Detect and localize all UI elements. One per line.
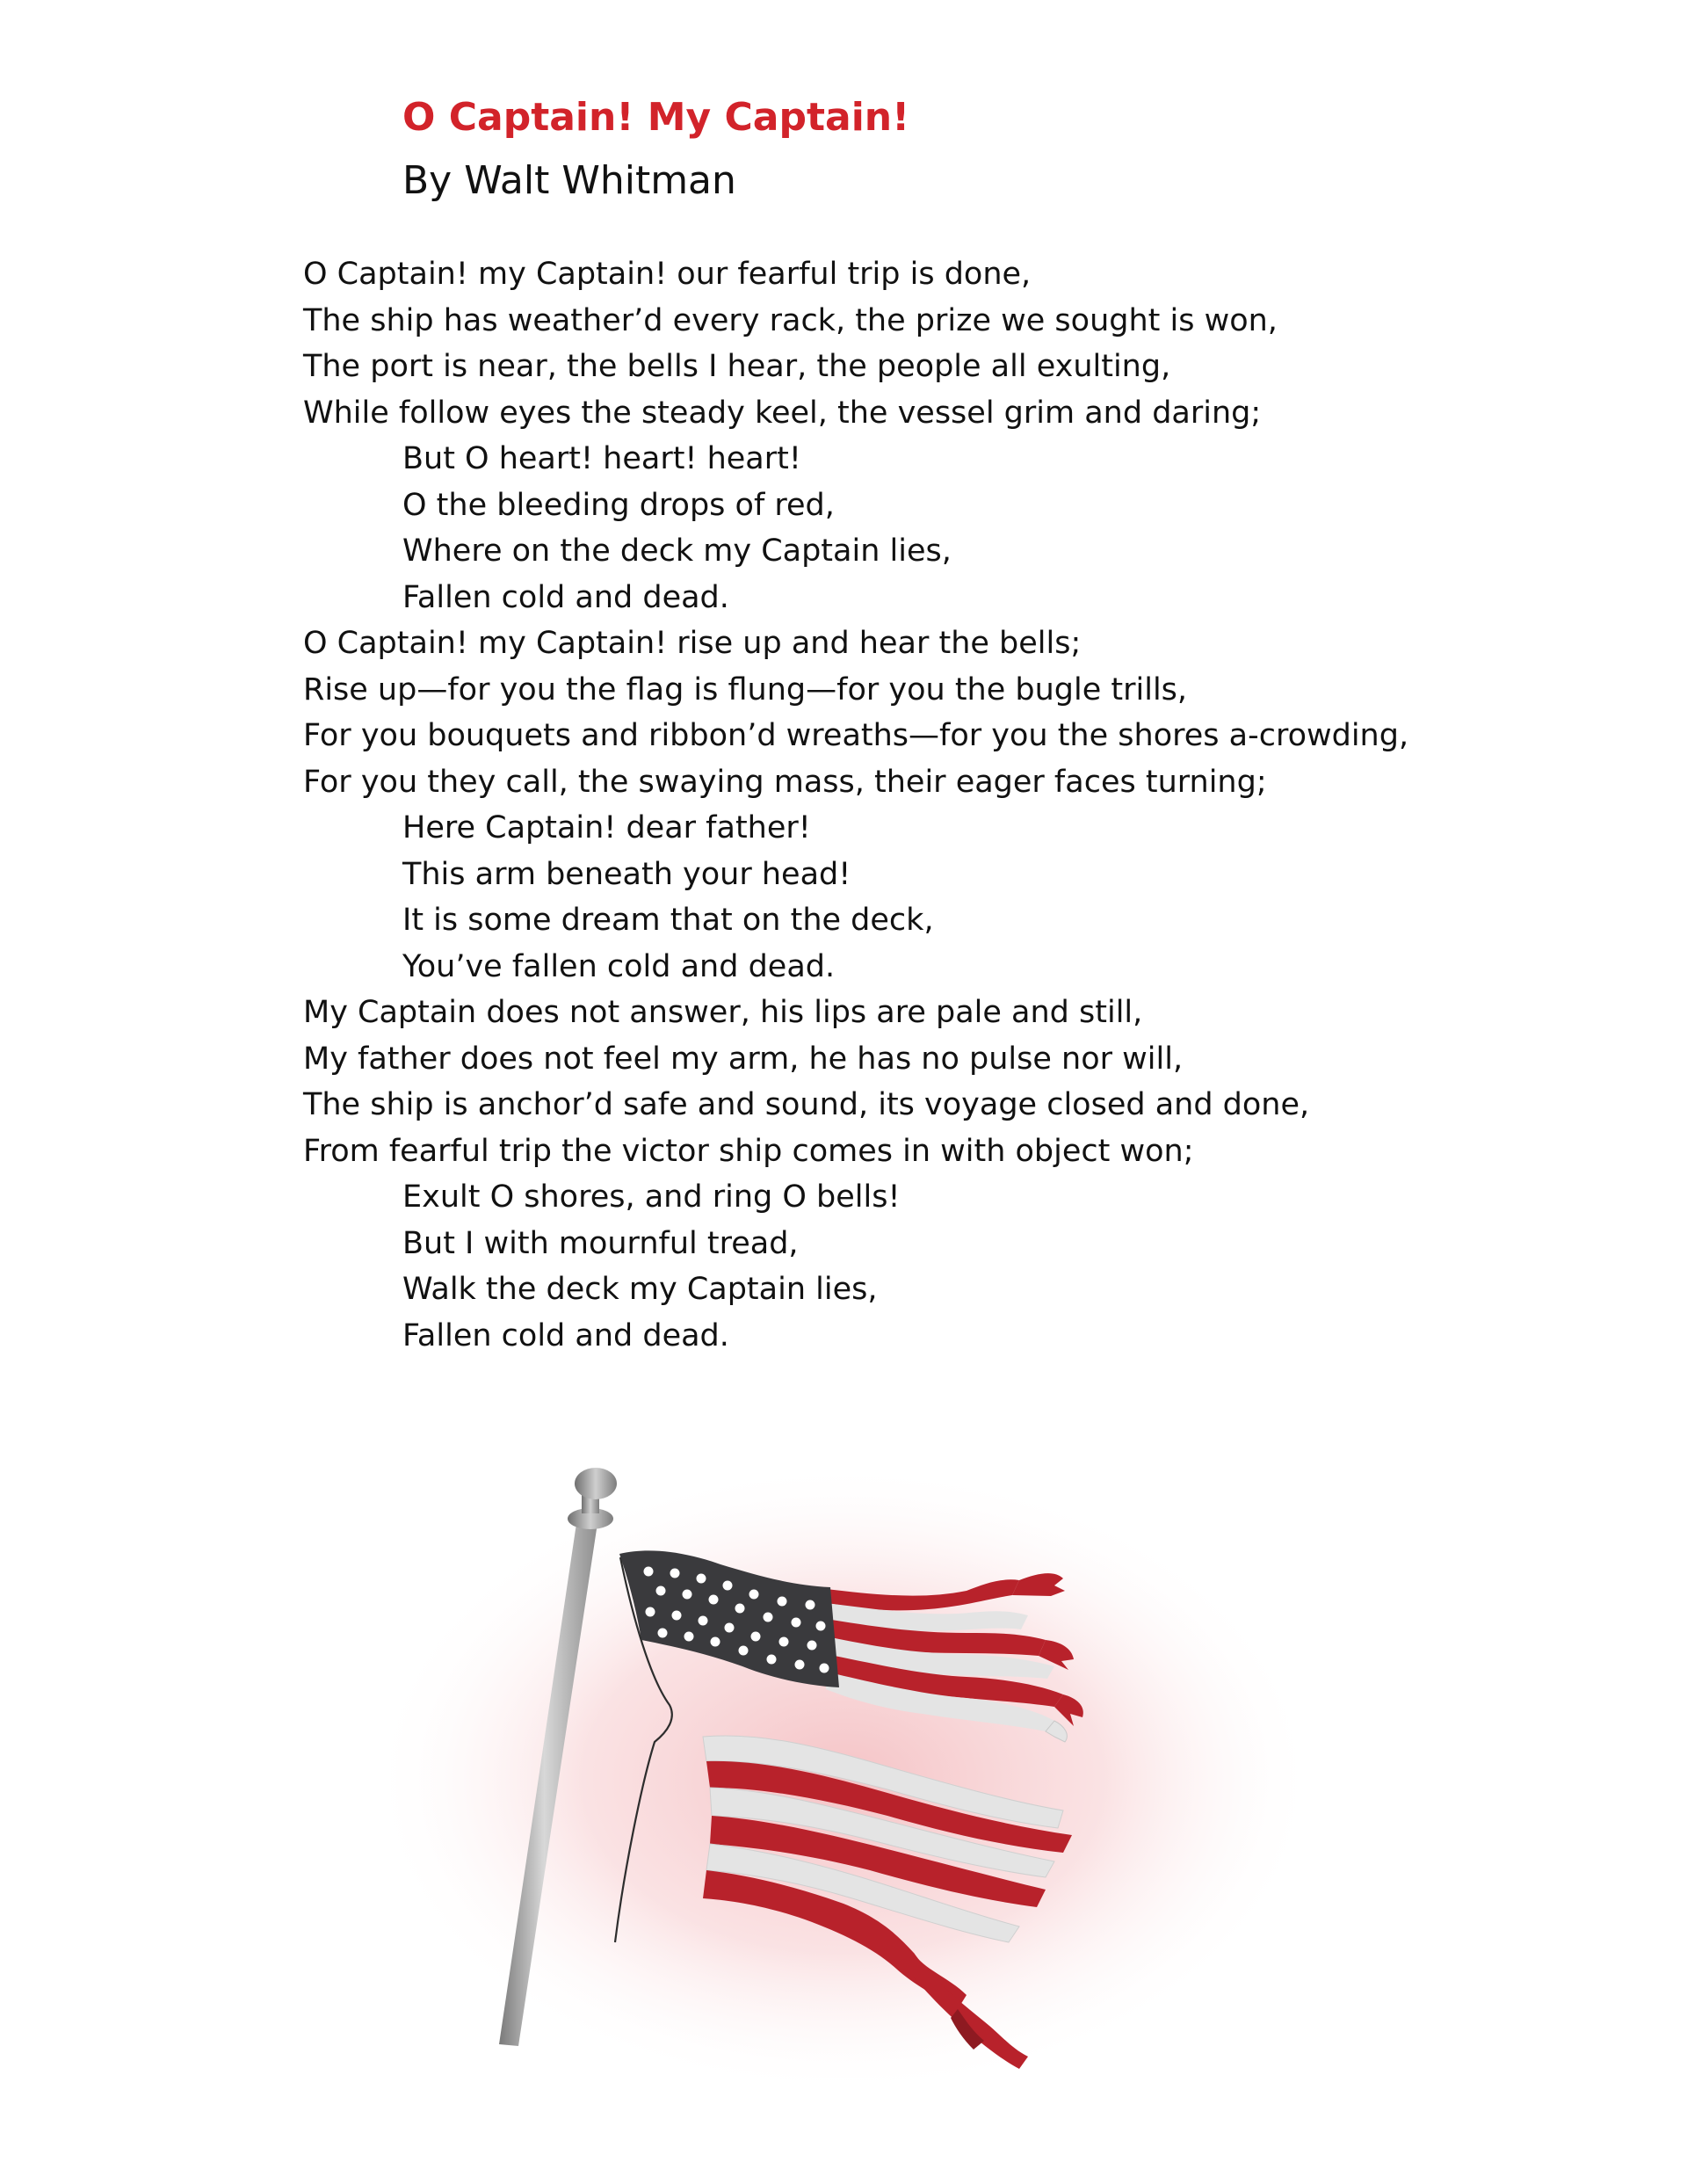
poem-line: Exult O shores, and ring O bells!	[402, 1179, 901, 1215]
poem-line: You’ve fallen cold and dead.	[402, 948, 836, 984]
poem-line: Rise up—for you the flag is flung—for you the bugle trills,	[303, 671, 1188, 707]
poem-author: By Walt Whitman	[402, 158, 736, 203]
poem-line: But I with mournful tread,	[402, 1225, 799, 1261]
poem-line: Fallen cold and dead.	[402, 1317, 729, 1353]
poem-line: But O heart! heart! heart!	[402, 441, 801, 476]
poem-line: It is some dream that on the deck,	[402, 903, 934, 938]
poem-body	[303, 251, 1445, 1359]
poem-line: O Captain! my Captain! rise up and hear the bells;	[303, 626, 1082, 661]
poem-line: My Captain does not answer, his lips are pale and still,	[303, 995, 1143, 1030]
poem-line: Here Captain! dear father!	[402, 810, 811, 845]
poem-line: While follow eyes the steady keel, the vessel grim and daring;	[303, 395, 1262, 431]
poem-line: O Captain! my Captain! our fearful trip is done,	[303, 257, 1032, 292]
poem-line: Where on the deck my Captain lies,	[402, 533, 952, 569]
poem-line: Walk the deck my Captain lies,	[402, 1272, 878, 1307]
pole-finial-ball	[575, 1468, 617, 1499]
poem-line: The ship has weather’d every rack, the prize we sought is won,	[303, 302, 1278, 338]
poem-line: For you they call, the swaying mass, their eager faces turning;	[303, 764, 1267, 800]
poem-line: The port is near, the bells I hear, the people all exulting,	[303, 349, 1171, 384]
poem-line: Fallen cold and dead.	[402, 579, 729, 615]
poem-line: The ship is anchor’d safe and sound, its voyage closed and done,	[303, 1087, 1310, 1122]
tattered-flag-illustration	[351, 1415, 1344, 2092]
poem-line: For you bouquets and ribbon’d wreaths—for you the shores a-crowding,	[303, 718, 1409, 753]
poem-line: My father does not feel my arm, he has no pulse nor will,	[303, 1041, 1184, 1077]
poem-line: O the bleeding drops of red,	[402, 487, 835, 523]
poem-line: This arm beneath your head!	[402, 856, 851, 892]
poem-title: O Captain! My Captain!	[402, 95, 910, 140]
poem-line: From fearful trip the victor ship comes in with object won;	[303, 1133, 1194, 1169]
